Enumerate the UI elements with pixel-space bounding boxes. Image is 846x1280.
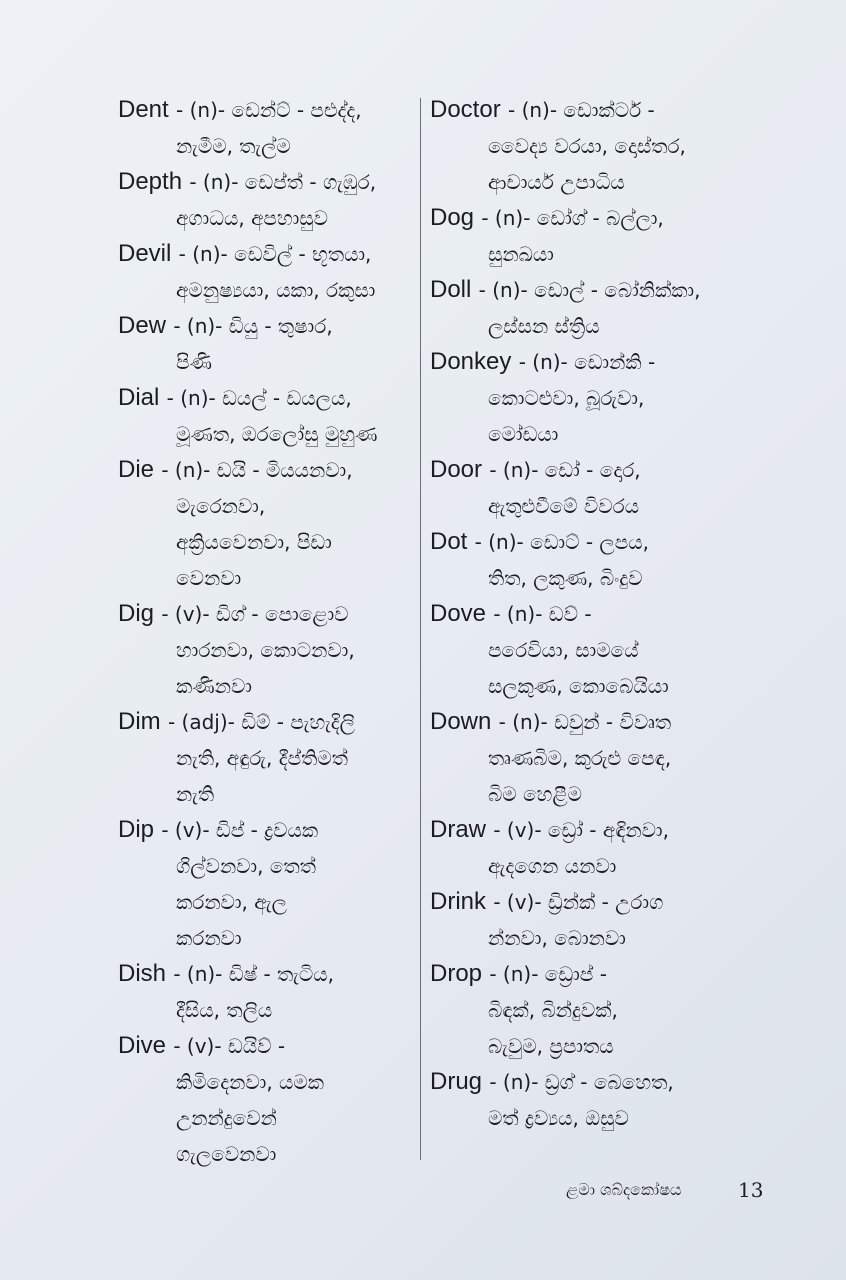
dictionary-entry	[118, 380, 418, 452]
entry-continuation: බැවුම, ප්‍රපාතය	[488, 1034, 614, 1058]
entry-continuation: බිම හෙළීම	[488, 782, 583, 806]
entry-continuation: තිත, ලකුණ, බිංදුව	[488, 566, 643, 590]
entry-first-line	[118, 704, 418, 740]
entry-first-line	[118, 452, 418, 488]
entry-continuation: කොටළුවා, බූරුවා,	[488, 386, 645, 410]
entry-headword: Doctor	[430, 96, 501, 123]
dictionary-entry	[430, 812, 730, 884]
entry-first-line	[118, 596, 418, 632]
entry-headword: Die	[118, 456, 155, 483]
entry-first-line	[430, 884, 730, 920]
entry-definition-start: - (v)- ඩ්‍රෝ - අඳිනවා,	[493, 818, 669, 842]
entry-continuation: මැරෙනවා,	[176, 494, 266, 518]
entry-continuation: පිණි	[176, 350, 212, 374]
entry-continuation: දීසිය, තලිය	[176, 998, 273, 1022]
entry-first-line	[430, 272, 730, 308]
entry-continuation: උනන්දුවෙන්	[176, 1106, 277, 1130]
entry-first-line	[430, 956, 730, 992]
entry-definition-start: - (v)- ඩිප් - ද්‍රවයක	[161, 818, 319, 842]
entry-headword: Drink	[430, 888, 487, 915]
entry-continuation: ගිල්වනවා, තෙත්	[176, 854, 316, 878]
entry-definition-start: - (n)- ඩෝ - දොර,	[489, 458, 641, 482]
dictionary-entry	[118, 956, 418, 1028]
entry-continuation: නැති	[176, 782, 215, 806]
entry-headword: Depth	[118, 168, 183, 195]
entry-continuation: කරනවා, ඇල	[176, 890, 287, 914]
entry-continuation: කණිනවා	[176, 674, 252, 698]
column-divider	[420, 98, 421, 1160]
entry-continuation: මූණත, ඔරලෝසු මුහුණ	[176, 422, 378, 446]
entry-continuation: ආචාර්ය උපාධිය	[488, 170, 625, 194]
entry-headword: Dot	[430, 528, 468, 555]
dictionary-entry	[118, 236, 418, 308]
entry-first-line	[118, 236, 418, 272]
dictionary-entry	[430, 1064, 730, 1136]
entry-definition-start: - (n)- ඩවුන් - විවෘත	[498, 710, 672, 734]
entry-first-line	[430, 1064, 730, 1100]
entry-headword: Door	[430, 456, 483, 483]
entry-definition-start: - (v)- ඩිග් - පොළොව	[161, 602, 349, 626]
entry-headword: Dive	[118, 1032, 167, 1059]
entry-continuation: ලස්සන ස්ත්‍රිය	[488, 314, 600, 338]
left-column	[118, 92, 418, 1172]
dictionary-entry	[118, 92, 418, 164]
entry-first-line	[430, 452, 730, 488]
entry-continuation: මෝඩයා	[488, 422, 559, 446]
entry-definition-start: - (v)- ඩයිව් -	[173, 1034, 286, 1058]
entry-continuation: තෘණබිම, කුරුළු පෙඳ,	[488, 746, 672, 770]
dictionary-entry	[430, 596, 730, 704]
entry-definition-start: - (n)- ඩොට් - ලපය,	[474, 530, 649, 554]
entry-first-line	[430, 200, 730, 236]
entry-headword: Draw	[430, 816, 487, 843]
entry-first-line	[430, 704, 730, 740]
entry-headword: Doll	[430, 276, 472, 303]
entry-headword: Drop	[430, 960, 483, 987]
entry-first-line	[118, 812, 418, 848]
entry-definition-start: - (n)- ඩව් -	[493, 602, 592, 626]
entry-definition-start: - (n)- ඩිෂ් - තැටිය,	[173, 962, 334, 986]
entry-first-line	[118, 92, 418, 128]
dictionary-entry	[430, 524, 730, 596]
dictionary-entry	[118, 596, 418, 704]
entry-definition-start: - (n)- ඩෝග් - බල්ලා,	[481, 206, 664, 230]
entry-definition-start: - (n)- ඩයි - මියයනවා,	[161, 458, 353, 482]
entry-headword: Donkey	[430, 348, 512, 375]
entry-continuation: වෛද්‍ය වරයා, දොස්තර,	[488, 134, 686, 158]
entry-headword: Devil	[118, 240, 172, 267]
entry-continuation: අගාධය, අපහාසුව	[176, 206, 329, 230]
dictionary-entry	[118, 452, 418, 596]
entry-definition-start: - (n)- ඩෙන්ට් - පළුද්ද,	[176, 98, 362, 122]
entry-definition-start: - (adj)- ඩිම් - පැහැදිලි	[167, 710, 355, 734]
entry-headword: Dip	[118, 816, 155, 843]
entry-continuation: කිමිදෙනවා, යමක	[176, 1070, 325, 1094]
entry-first-line	[118, 164, 418, 200]
entry-definition-start: - (n)- ඩොන්කි -	[518, 350, 656, 374]
entry-continuation: නැමීම, තැල්ම	[176, 134, 291, 158]
entry-continuation: සලකුණ, කොබෙයියා	[488, 674, 669, 698]
entry-headword: Dog	[430, 204, 475, 231]
entry-headword: Dish	[118, 960, 167, 987]
entry-headword: Drug	[430, 1068, 483, 1095]
entry-continuation: ඇදගෙන යනවා	[488, 854, 617, 878]
dictionary-entry	[430, 956, 730, 1064]
entry-definition-start: - (v)- ඩ්‍රින්ක් - උරාග	[493, 890, 664, 914]
entry-first-line	[118, 1028, 418, 1064]
entry-continuation: න්නවා, බොනවා	[488, 926, 626, 950]
entry-first-line	[118, 380, 418, 416]
entry-definition-start: - (n)- ඩ්‍රග් - බෙහෙත,	[489, 1070, 674, 1094]
entry-continuation: අක්‍රියවෙනවා, පිඩා	[176, 530, 332, 554]
entry-definition-start: - (n)- ඩොල් - බෝනික්කා,	[478, 278, 701, 302]
entry-continuation: මත් ද්‍රව්‍යය, ඔසුව	[488, 1106, 629, 1130]
dictionary-entry	[430, 92, 730, 200]
entry-definition-start: - (n)- ඩෙවිල් - භූතයා,	[178, 242, 372, 266]
dictionary-entry	[118, 1028, 418, 1172]
entry-first-line	[118, 308, 418, 344]
entry-definition-start: - (n)- ඩියු - තුෂාර,	[173, 314, 333, 338]
entry-first-line	[430, 812, 730, 848]
entry-headword: Dew	[118, 312, 167, 339]
entry-continuation: පරෙවියා, සාමයේ	[488, 638, 639, 662]
dictionary-entry	[118, 812, 418, 956]
entry-continuation: බිඳක්, බින්දුවක්,	[488, 998, 618, 1022]
entry-headword: Down	[430, 708, 492, 735]
entry-headword: Dial	[118, 384, 160, 411]
right-column	[430, 92, 730, 1136]
entry-continuation: ඇතුළුවීමේ විවරය	[488, 494, 640, 518]
entry-continuation: නැති, අඳුරු, දීප්තිමත්	[176, 746, 349, 770]
dictionary-entry	[118, 704, 418, 812]
entry-continuation: අමනුෂ්‍යයා, යකා, රකුසා	[176, 278, 376, 302]
dictionary-entry	[430, 704, 730, 812]
page-number: 13	[738, 1178, 764, 1202]
entry-continuation: හාරනවා, කොටනවා,	[176, 638, 355, 662]
entry-headword: Dent	[118, 96, 169, 123]
entry-continuation: කරනවා	[176, 926, 242, 950]
dictionary-entry	[430, 344, 730, 452]
entry-continuation: ගැලවෙනවා	[176, 1142, 277, 1166]
dictionary-entry	[118, 308, 418, 380]
entry-first-line	[118, 956, 418, 992]
entry-headword: Dove	[430, 600, 487, 627]
entry-first-line	[430, 92, 730, 128]
dictionary-entry	[430, 200, 730, 272]
entry-definition-start: - (n)- ඩෙප්ත් - ගැඹුර,	[189, 170, 377, 194]
entry-definition-start: - (n)- ඩයල් - ඩයලය,	[166, 386, 352, 410]
entry-definition-start: - (n)- ඩ්‍රොප් -	[489, 962, 607, 986]
entry-headword: Dim	[118, 708, 161, 735]
entry-definition-start: - (n)- ඩොක්ටර් -	[508, 98, 655, 122]
entry-first-line	[430, 596, 730, 632]
dictionary-entry	[430, 884, 730, 956]
footer-title: ළමා ශබ්දකෝෂය	[566, 1180, 682, 1199]
dictionary-entry	[430, 272, 730, 344]
entry-first-line	[430, 344, 730, 380]
entry-continuation: වෙනවා	[176, 566, 242, 590]
entry-continuation: සුනඛයා	[488, 242, 554, 266]
entry-first-line	[430, 524, 730, 560]
dictionary-entry	[430, 452, 730, 524]
dictionary-entry	[118, 164, 418, 236]
entry-headword: Dig	[118, 600, 155, 627]
